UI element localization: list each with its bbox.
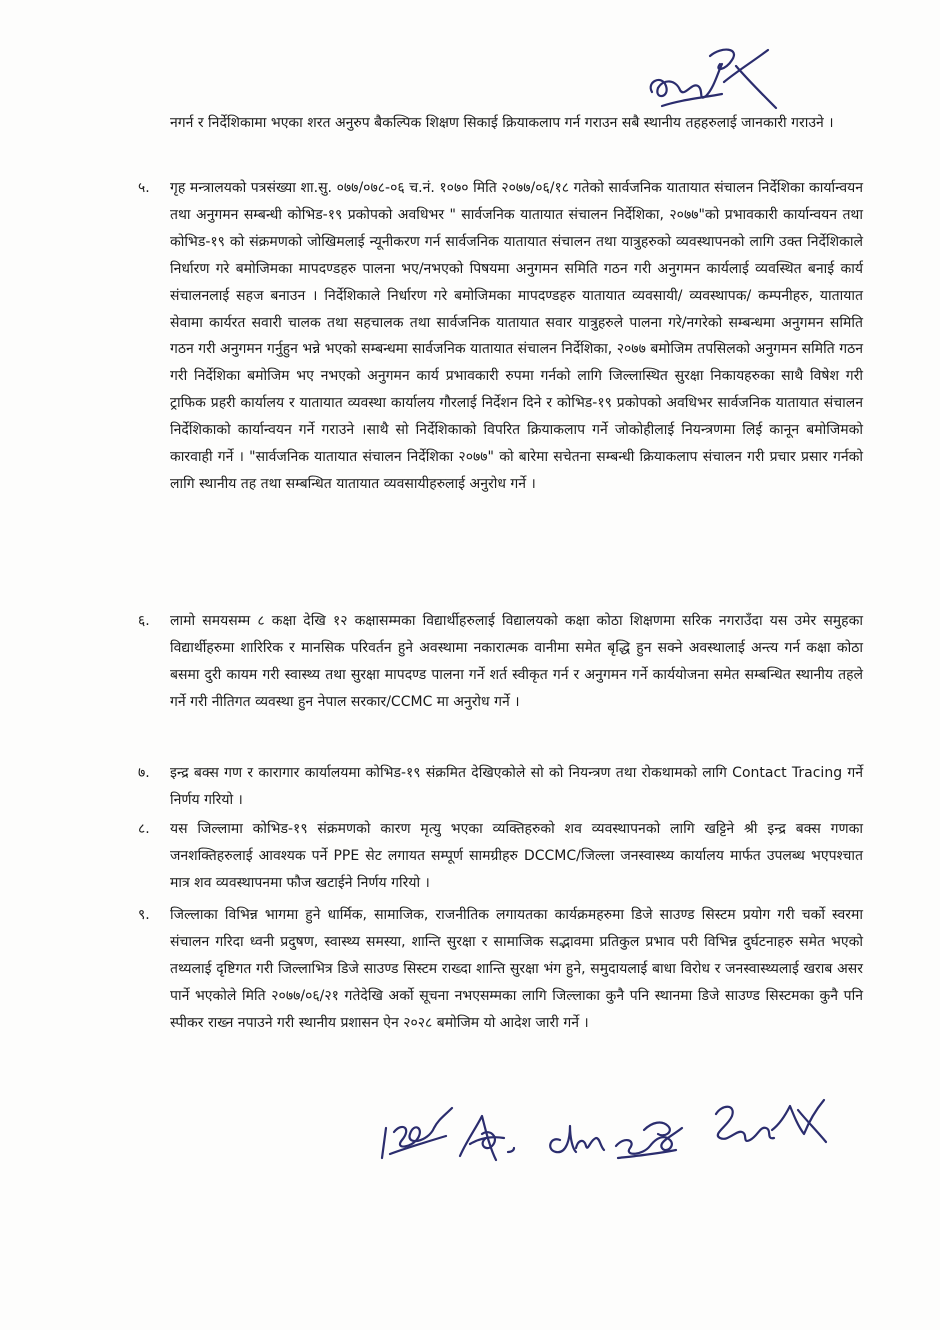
list-item-7 [138, 760, 863, 816]
item-number: ६. [138, 613, 150, 629]
item-text: लामो समयसम्म ८ कक्षा देखि १२ कक्षासम्मका विद्यार्थीहरुलाई विद्यालयको कक्षा कोठा शिक्षणमा सरिक नगराउँदा यस उमेर समुहका विद्यार्थीहरुमा शारिरिक र मानसिक परिवर्तन हुने अवस्थामा नकारात्मक वानीमा समेत बृद्धि हुन सक्ने अवस्थालाई अन्त्य गर्न कक्षा कोठा बसमा दुरी कायम गरी स्वास्थ्य तथा सुरक्षा मापदण्ड पालना गर्ने शर्त स्वीकृत गर्न र अनुगमन गर्ने कार्ययोजना समेत सम्बन्धित स्थानीय तहले गर्ने गरी नीतिगत व्यवस्था हुन नेपाल सरकार/CCMC मा अनुरोध गर्ने । [170, 613, 863, 710]
item-number: ८. [138, 821, 150, 837]
signature-5 [702, 1090, 832, 1160]
continuation-paragraph: नगर्न र निर्देशिकामा भएका शरत अनुरुप बैकल्पिक शिक्षण सिकाई क्रियाकलाप गर्न गराउन सबै स्थानीय तहहरुलाई जानकारी गराउने । [170, 115, 834, 131]
item-text: जिल्लाका विभिन्न भागमा हुने धार्मिक, सामाजिक, राजनीतिक लगायतका कार्यक्रमहरुमा डिजे साउण्ड सिस्टम प्रयोग गरी चर्को स्वरमा संचालन गरिदा ध्वनी प्रदुषण, स्वास्थ्य समस्या, शान्ति सुरक्षा र सामाजिक सद्भावमा प्रतिकुल प्रभाव परी विभिन्न दुर्घटनाहरु समेत भएको तथ्यलाई दृष्टिगत गरी जिल्लाभित्र डिजे साउण्ड सिस्टम राख्दा शान्ति सुरक्षा भंग हुने, समुदायलाई बाधा विरोध र जनस्वास्थ्यलाई खराब असर पार्ने भएकोले मिति २०७७/०६/२१ गतेदेखि अर्को सूचना नभएसम्मका लागि जिल्लाका कुनै पनि स्थानमा डिजे साउण्ड सिस्टमका कुनै पनि स्पीकर राख्न नपाउने गरी स्थानीय प्रशासन ऐन २०२८ बमोजिम यो आदेश जारी गर्ने । [170, 907, 863, 1031]
item-text: इन्द्र बक्स गण र कारागार कार्यालयमा कोभिड-१९ संक्रमित देखिएकोले सो को नियन्त्रण तथा रोकथामको लागि Contact Tracing गर्ने निर्णय गरियो । [170, 765, 863, 808]
list-item-8 [138, 816, 863, 902]
list-item-5 [138, 175, 863, 610]
signature-2 [452, 1108, 532, 1168]
list-item-9 [138, 902, 863, 1080]
item-text: गृह मन्त्रालयको पत्रसंख्या शा.सु. ०७७/०७८-०६ च.नं. १०७० मिति २०७७/०६/१८ गतेको सार्वजनिक यातायात संचालन निर्देशिका कार्यान्वयन तथा अनुगमन सम्बन्धी कोभिड-१९ प्रकोपको अवधिभर " सार्वजनिक यातायात संचालन निर्देशिका, २०७७"को प्रभावकारी कार्यान्वयन तथा कोभिड-१९ को संक्रमणको जोखिमलाई न्यूनीकरण गर्न सार्वजनिक यातायात संचालन तथा यात्रुहरुको व्यवस्थापनको लागि उक्त निर्देशिकाले निर्धारण गरे बमोजिमका मापदण्डहरु पालना भए/नभएको पिषयमा अनुगमन समिति गठन गरी अनुगमन कार्यलाई व्यवस्थित बनाई कार्य संचालनलाई सहज बनाउन । निर्देशिकाले निर्धारण गरे बमोजिमका मापदण्डहरु यातायात व्यवसायी/ व्यवस्थापक/ कम्पनीहरु, यातायात सेवामा कार्यरत सवारी चालक तथा सहचालक तथा सार्वजनिक यातायात सवार यात्रुहरुले पालना गरे/नगरेको सम्बन्धमा अनुगमन समिति गठन गरी अनुगमन गर्नुहुन भन्ने भएको सम्बन्धमा सार्वजनिक यातायात संचालन निर्देशिका, २०७७ बमोजिम तपसिलको अनुगमन समिति गठन गरी निर्देशिका बमोजिम भए नभएको अनुगमन कार्य प्रभावकारी रुपमा गर्नको लागि जिल्लास्थित सुरक्षा निकायहरुका साथै विषेश गरी ट्राफिक प्रहरी कार्यालय र यातायात व्यवस्था कार्यालय गौरलाई निर्देशन दिने र कोभिड-१९ प्रकोपको अवधिभर सार्वजनिक यातायात संचालन निर्देशिकाको कार्यान्वयन गर्ने गराउने ।साथै सो निर्देशिकाको विपरित क्रियाकलाप गर्ने जोकोहीलाई नियन्त्रणमा लिई कानून बमोजिमको कारवाही गर्ने । "सार्वजनिक यातायात संचालन निर्देशिका २०७७" को बारेमा सचेतना सम्बन्धी क्रियाकलाप संचालन गरी प्रचार प्रसार गर्नको लागि स्थानीय तह तथा सम्बन्धित यातायात व्यवसायीहरुलाई अनुरोध गर्ने । [170, 180, 863, 492]
signature-1 [372, 1098, 462, 1168]
list-item-6 [138, 608, 863, 756]
item-number: ७. [138, 765, 150, 781]
item-text: यस जिल्लामा कोभिड-१९ संक्रमणको कारण मृत्यु भएका व्यक्तिहरुको शव व्यवस्थापनको लागि खट्टिने श्री इन्द्र बक्स गणका जनशक्तिहरुलाई आवश्यक पर्ने PPE सेट लगायत सम्पूर्ण सामग्रीहरु DCCMC/जिल्ला जनस्वास्थ्य कार्यालय मार्फत उपलब्ध भएपश्चात मात्र शव व्यवस्थापनमा फौज खटाईने निर्णय गरियो । [170, 821, 863, 891]
signature-4 [606, 1106, 696, 1166]
item-number: ९. [138, 907, 150, 923]
item-number: ५. [138, 180, 150, 196]
